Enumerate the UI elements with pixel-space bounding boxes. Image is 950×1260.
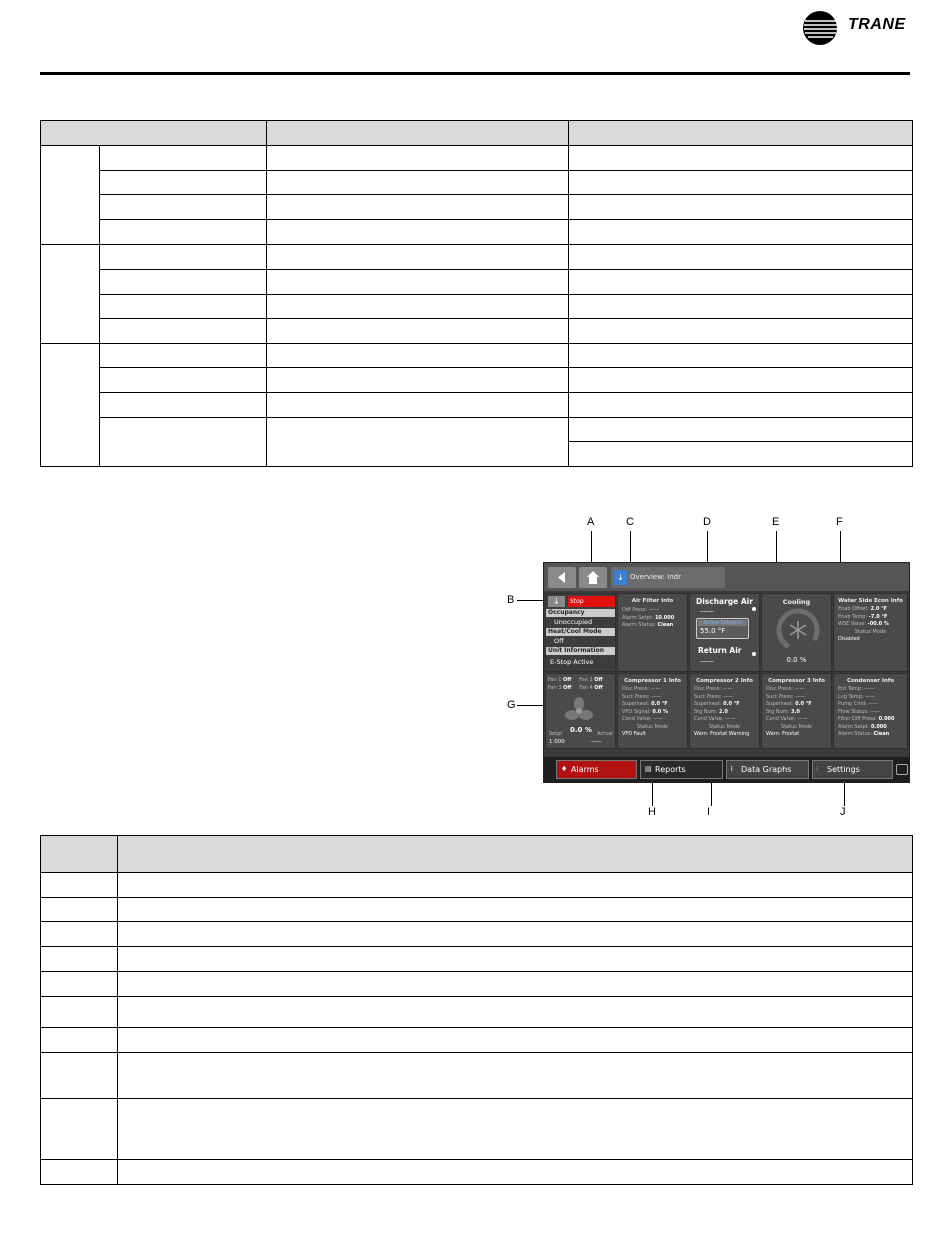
data-graphs-label: Data Graphs <box>741 765 792 774</box>
field-value: 10.000 <box>654 614 675 621</box>
header-rule <box>40 72 910 75</box>
field-label: Superheat: <box>766 701 794 707</box>
table-row <box>267 195 569 220</box>
brand-name: TRANE <box>848 16 906 33</box>
fan-label: Fan 3 <box>548 684 562 691</box>
field-label: VFD Signal: <box>622 708 651 715</box>
status-mode-value: Warn: Frostat Warning <box>694 731 750 737</box>
table-row <box>100 344 267 368</box>
fan-tile[interactable] <box>545 673 616 749</box>
table-row <box>267 418 569 466</box>
table-row <box>267 319 569 344</box>
back-button[interactable] <box>548 567 576 588</box>
table-row <box>267 393 569 418</box>
table-row <box>118 922 912 947</box>
cond-valve: Cond Valve: —— <box>694 716 736 722</box>
field-label: Superheat: <box>622 701 650 707</box>
suct-press: Suct Press: —— <box>694 693 734 700</box>
table-row <box>100 319 267 344</box>
field-value: 2.0 °F <box>870 606 887 612</box>
tile-title: Water Side Econ Info <box>838 598 903 604</box>
field-label: Alarm Status: <box>622 622 656 628</box>
compressor-2-tile[interactable] <box>689 673 760 749</box>
superheat <box>762 701 831 709</box>
pump-cmd: Pump Cmd: —— <box>838 701 879 707</box>
suct-press: Suct Press: —— <box>622 693 662 700</box>
table-row <box>118 1099 912 1160</box>
status-mode-label: Status Mode <box>854 628 887 635</box>
compressor-3-tile[interactable] <box>761 673 832 749</box>
table-row <box>100 295 267 319</box>
callout-b: B <box>507 594 515 606</box>
field-label: WSE Valve: <box>838 621 867 627</box>
status-mode-value: Disabled <box>838 636 860 642</box>
mode-label: Heat/Cool Mode <box>546 628 615 636</box>
field-label: Superheat: <box>694 701 722 707</box>
cooling-value: 0.0 % <box>786 656 807 664</box>
table-row <box>100 171 267 195</box>
table-row <box>569 270 912 295</box>
callout-i: I <box>707 806 711 818</box>
alarm-setpt <box>618 615 687 623</box>
controller-screenshot <box>543 562 910 783</box>
fan-icon <box>564 696 594 726</box>
field-label: Stg Num: <box>694 708 718 715</box>
discharge-air-value: —— <box>700 607 714 615</box>
cond-valve: Cond Valve: —— <box>622 716 664 722</box>
table-row <box>41 1160 118 1184</box>
field-label: Enab Temp: <box>838 613 868 620</box>
field-value: Clean <box>873 731 890 737</box>
discharge-air-tile[interactable] <box>689 593 760 672</box>
table-row <box>267 344 569 368</box>
alarms-label: Alarms <box>571 765 599 774</box>
table-group-cell <box>41 344 100 466</box>
compressor-1-tile[interactable] <box>617 673 688 749</box>
home-button[interactable] <box>579 567 607 588</box>
superheat <box>690 701 759 709</box>
setpoint-label: Active Setpoint <box>698 620 747 626</box>
tile-title: Compressor 3 Info <box>768 678 825 684</box>
flow-status: Flow Status: —— <box>838 708 881 715</box>
callout-c: C <box>626 516 634 528</box>
field-label: Stg Num: <box>766 708 790 715</box>
status-mode-value: VFD Fault <box>622 731 646 737</box>
table-row <box>267 146 569 171</box>
fan-speed-value: 0.0 % <box>570 726 592 734</box>
cond-valve: Cond Valve: —— <box>766 716 808 722</box>
fan-row-1 <box>546 677 615 685</box>
ent-temp: Ent Temp: —— <box>838 686 875 692</box>
actual-label: Actual <box>597 731 613 737</box>
tile-title: Cooling <box>782 598 811 606</box>
return-air-label: Return Air <box>698 646 742 655</box>
unit-icon: ↓ <box>614 570 627 585</box>
callout-e: E <box>772 516 780 528</box>
field-label: Enab Offset: <box>838 606 869 612</box>
air-filter-tile[interactable] <box>617 593 688 672</box>
active-setpoint-box[interactable] <box>696 618 749 639</box>
disc-press: Disc Press: —— <box>694 686 733 692</box>
table-row <box>100 220 267 245</box>
tile-title: Condenser Info <box>846 678 895 684</box>
unit-info-label: Unit Information <box>546 647 615 655</box>
lvg-temp: Lvg Temp: —— <box>838 693 876 700</box>
reports-label: Reports <box>655 765 686 774</box>
superheat <box>618 701 687 709</box>
table-row <box>569 295 912 319</box>
field-value: 0.0 % <box>652 708 668 715</box>
fan-state: Off <box>563 677 572 683</box>
callout-j: J <box>840 806 846 818</box>
setpt-value: 1.000 <box>549 739 565 745</box>
field-value: -00.0 % <box>867 621 889 627</box>
field-label: Alarm Setpt: <box>838 723 870 730</box>
table-row <box>569 220 912 245</box>
table-row <box>100 393 267 418</box>
table-header-cell <box>41 836 118 873</box>
fan-label: Fan 2 <box>579 677 593 683</box>
table-row <box>41 1053 118 1099</box>
unit-status-tile[interactable] <box>545 593 616 672</box>
table-row <box>267 245 569 270</box>
table-header-cell <box>267 121 569 146</box>
alarm-status <box>834 731 907 739</box>
table-row <box>41 1099 118 1160</box>
stg-num <box>690 709 759 717</box>
occupancy-label: Occupancy <box>546 609 615 617</box>
table-row <box>569 344 912 368</box>
field-label: Filter Diff Press: <box>838 716 878 722</box>
callout-d: D <box>703 516 711 528</box>
enab-offset <box>834 606 907 614</box>
field-label: Alarm Status: <box>838 731 872 737</box>
table-row <box>118 873 912 898</box>
table-row <box>569 245 912 270</box>
cooling-gauge-icon <box>776 608 820 652</box>
table-row <box>41 997 118 1028</box>
callout-h: H <box>648 806 656 818</box>
table-row <box>569 442 912 466</box>
table-row <box>569 418 912 442</box>
table-row <box>267 171 569 195</box>
table-row <box>267 220 569 245</box>
table-row <box>41 873 118 898</box>
vfd-signal <box>618 709 687 717</box>
field-label: Alarm Setpt: <box>622 614 654 621</box>
cooling-tile[interactable] <box>761 593 832 672</box>
unit-mode-icon: ↓ <box>548 596 565 607</box>
table-row <box>118 947 912 972</box>
spec-table <box>40 120 913 467</box>
enab-temp <box>834 614 907 622</box>
settings-sliders-icon: ⫶ <box>816 765 818 773</box>
condenser-tile[interactable] <box>833 673 908 749</box>
table-row <box>118 898 912 922</box>
status-mode-label: Status Mode <box>636 723 669 730</box>
table-header-cell <box>118 836 912 873</box>
table-row <box>267 295 569 319</box>
bell-icon: ♦ <box>561 765 568 773</box>
setpt-label: Setpt <box>549 731 563 737</box>
occupancy-value: Unoccupied <box>554 618 593 626</box>
table-row <box>100 368 267 393</box>
settings-label: Settings <box>827 765 860 774</box>
alarm-setpt <box>834 724 907 732</box>
fan-state: Off <box>594 684 603 691</box>
table-row <box>100 195 267 220</box>
breadcrumb-text: Overview: Indr <box>630 573 681 581</box>
discharge-air-label: Discharge Air <box>696 597 753 606</box>
fan-state: Off <box>594 677 603 683</box>
fan-label: Fan 4 <box>579 684 593 691</box>
table-row <box>100 270 267 295</box>
return-air-value: —— <box>700 657 714 665</box>
field-value: 0.000 <box>870 723 887 730</box>
home-icon <box>579 567 607 588</box>
stop-indicator: Stop <box>568 596 615 607</box>
field-value: 0.0 °F <box>723 701 740 707</box>
table-row <box>569 146 912 171</box>
table-row <box>118 1160 912 1184</box>
disc-press: Disc Press: —— <box>622 686 661 692</box>
tile-title: Air Filter Info <box>631 598 674 604</box>
disc-press: Disc Press: —— <box>766 686 805 692</box>
table-row <box>41 898 118 922</box>
filter-diff-press <box>834 716 907 724</box>
field-value: 0.0 °F <box>795 701 812 707</box>
table-group-cell <box>41 146 100 245</box>
table-header-cell <box>41 121 267 146</box>
tile-title: Compressor 2 Info <box>696 678 753 684</box>
table-row <box>100 418 267 466</box>
table-row <box>118 1053 912 1099</box>
suct-press: Suct Press: —— <box>766 693 806 700</box>
actual-value: —— <box>591 739 602 745</box>
table-row <box>118 972 912 997</box>
tile-title: Compressor 1 Info <box>624 678 681 684</box>
table-row <box>267 270 569 295</box>
field-value: 0.000 <box>878 716 895 722</box>
callout-a: A <box>587 516 595 528</box>
unit-info-value: E-Stop Active <box>550 658 594 666</box>
status-mode-label: Status Mode <box>708 723 741 730</box>
chat-icon[interactable] <box>896 764 908 775</box>
water-side-econ-tile[interactable] <box>833 593 908 672</box>
table-row <box>41 1028 118 1053</box>
bottom-nav-bar <box>544 757 909 783</box>
table-row <box>569 171 912 195</box>
field-value: -7.0 °F <box>868 613 888 620</box>
diff-press: Diff Press: —— <box>622 607 659 613</box>
top-bar <box>544 563 909 591</box>
status-dot <box>752 652 756 656</box>
table-group-cell <box>41 245 100 344</box>
mode-value: Off <box>554 637 564 645</box>
table-row <box>569 319 912 344</box>
field-value: 2.0 <box>718 708 728 715</box>
field-value: 0.0 °F <box>651 701 668 707</box>
reports-button[interactable] <box>640 760 723 779</box>
field-value: Clean <box>657 622 674 628</box>
status-mode-label: Status Mode <box>780 723 813 730</box>
fan-label: Fan 1 <box>548 677 562 683</box>
settings-button[interactable] <box>812 760 893 779</box>
report-icon: ▤ <box>645 765 652 773</box>
back-arrow-icon <box>548 567 576 588</box>
table-row <box>118 997 912 1028</box>
legend-table <box>40 835 913 1185</box>
alarm-status <box>618 622 687 630</box>
table-row <box>569 368 912 393</box>
stg-num <box>762 709 831 717</box>
data-graphs-button[interactable] <box>726 760 809 779</box>
table-row <box>41 947 118 972</box>
wse-valve <box>834 621 907 629</box>
fan-row-2 <box>546 685 615 693</box>
table-row <box>267 368 569 393</box>
table-row <box>569 195 912 220</box>
table-row <box>100 245 267 270</box>
breadcrumb[interactable] <box>611 567 725 588</box>
table-row <box>118 1028 912 1053</box>
table-row <box>41 922 118 947</box>
status-dot <box>752 607 756 611</box>
table-header-cell <box>569 121 912 146</box>
setpoint-value: 55.0 °F <box>700 627 726 635</box>
alarms-button[interactable] <box>556 760 637 779</box>
field-value: 3.0 <box>790 708 800 715</box>
status-mode-value: Warn: Frostat <box>766 731 800 737</box>
callout-f: F <box>836 516 843 528</box>
table-row <box>41 972 118 997</box>
callout-g: G <box>507 699 516 711</box>
table-row <box>569 393 912 418</box>
graph-icon: ⌇ <box>730 765 734 773</box>
fan-state: Off <box>563 684 572 691</box>
table-row <box>100 146 267 171</box>
